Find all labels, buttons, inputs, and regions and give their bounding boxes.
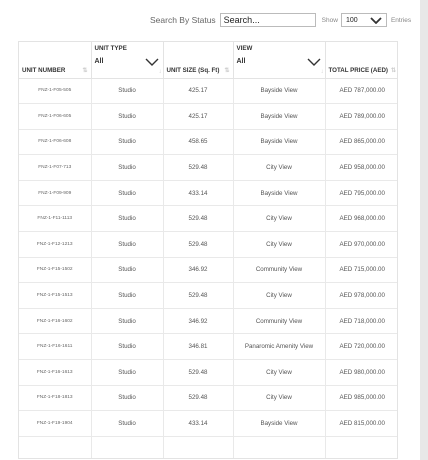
header-unit-number-label: UNIT NUMBER [22,66,66,74]
unit-type-filter-value: All [94,58,104,65]
unit-number-cell: FNZ-1-F12-1213 [19,232,91,258]
unit-type-cell [91,436,163,459]
entries-value: 100 [345,16,358,24]
chevron-down-icon [370,17,382,24]
unit-size-cell: 425.17 [163,104,233,130]
total-price-cell: AED 978,000.00 [325,283,398,309]
scrollbar-track[interactable] [420,0,428,460]
header-unit-number[interactable] [19,42,91,78]
total-price-cell: AED 720,000.00 [325,334,398,360]
unit-type-cell: Studio [91,232,163,258]
unit-number-cell: FNZ-1-F18-1813 [19,385,91,411]
table-row[interactable] [19,334,398,360]
sort-icon: ⇅ [82,67,88,74]
table-row[interactable] [19,385,398,411]
chevron-down-icon [307,58,321,66]
view-cell: City View [233,385,325,411]
view-cell: Bayside View [233,104,325,130]
view-cell: City View [233,283,325,309]
unit-number-cell: FNZ-1-F15-1513 [19,283,91,309]
unit-type-cell: Studio [91,104,163,130]
unit-size-cell [163,436,233,459]
sort-icon[interactable]: ↓ [320,68,324,75]
header-unit-type [91,42,163,78]
unit-size-cell: 529.48 [163,155,233,181]
search-input[interactable] [220,13,316,27]
table-row[interactable] [19,360,398,386]
view-cell: City View [233,155,325,181]
unit-type-cell: Studio [91,360,163,386]
view-cell: Community View [233,257,325,283]
unit-number-cell: FNZ-1-F05-505 [19,78,91,104]
table-row[interactable] [19,257,398,283]
view-filter-select[interactable] [237,55,321,68]
unit-size-cell: 529.48 [163,360,233,386]
unit-number-cell: FNZ-1-F07-713 [19,155,91,181]
unit-size-cell: 458.65 [163,129,233,155]
total-price-cell: AED 789,000.00 [325,104,398,130]
unit-number-cell: FNZ-1-F16-1602 [19,308,91,334]
unit-size-cell: 529.48 [163,206,233,232]
header-total-price-label: TOTAL PRICE (AED) [328,66,388,74]
view-cell: Bayside View [233,78,325,104]
table-row[interactable] [19,180,398,206]
header-unit-type-label: UNIT TYPE [94,45,127,52]
unit-size-cell: 529.48 [163,283,233,309]
total-price-cell: AED 787,000.00 [325,78,398,104]
unit-type-cell: Studio [91,129,163,155]
total-price-cell [325,436,398,459]
table-header-row [19,42,398,78]
unit-size-cell: 346.81 [163,334,233,360]
table-row[interactable] [19,411,398,437]
unit-type-cell: Studio [91,334,163,360]
table-row[interactable] [19,206,398,232]
unit-size-cell: 433.14 [163,411,233,437]
unit-number-cell: FNZ-1-F06-605 [19,104,91,130]
view-cell: Bayside View [233,411,325,437]
header-total-price[interactable] [325,42,398,78]
table-row[interactable] [19,436,398,459]
unit-type-filter-select[interactable] [95,55,159,68]
view-cell: Bayside View [233,129,325,155]
total-price-cell: AED 985,000.00 [325,385,398,411]
unit-type-cell: Studio [91,206,163,232]
unit-size-cell: 529.48 [163,232,233,258]
unit-type-cell: Studio [91,385,163,411]
table-row[interactable] [19,155,398,181]
header-view-label: VIEW [236,45,253,52]
table-row[interactable] [19,308,398,334]
sort-icon[interactable]: ↓ [158,68,162,75]
total-price-cell: AED 980,000.00 [325,360,398,386]
unit-type-cell: Studio [91,308,163,334]
entries-select[interactable] [341,13,387,27]
table-row[interactable] [19,283,398,309]
sort-icon: ⇅ [224,67,230,74]
view-cell: City View [233,232,325,258]
unit-number-cell: FNZ-1-F16-1613 [19,360,91,386]
view-cell: Bayside View [233,180,325,206]
total-price-cell: AED 968,000.00 [325,206,398,232]
view-cell: City View [233,206,325,232]
unit-type-cell: Studio [91,78,163,104]
total-price-cell: AED 795,000.00 [325,180,398,206]
header-unit-size-label: UNIT SIZE (Sq. Ft) [166,66,220,74]
unit-size-cell: 529.48 [163,385,233,411]
view-cell: Community View [233,308,325,334]
unit-type-cell: Studio [91,180,163,206]
entries-label: Entries [390,16,412,24]
unit-number-cell: FNZ-1-F16-1611 [19,334,91,360]
unit-number-cell: FNZ-1-F19-1904 [19,411,91,437]
table-row[interactable] [19,232,398,258]
total-price-cell: AED 865,000.00 [325,129,398,155]
show-label: Show [321,16,338,24]
unit-number-cell: FNZ-1-F15-1502 [19,257,91,283]
chevron-down-icon [145,58,159,66]
units-table [18,41,398,459]
unit-number-cell: FNZ-1-F09-909 [19,180,91,206]
header-view [233,42,325,78]
view-cell [233,436,325,459]
unit-size-cell: 433.14 [163,180,233,206]
total-price-cell: AED 970,000.00 [325,232,398,258]
unit-type-cell: Studio [91,283,163,309]
total-price-cell: AED 718,000.00 [325,308,398,334]
sort-icon: ⇅ [390,67,396,74]
search-by-status-label: Search By Status [150,15,216,25]
header-unit-size[interactable] [163,42,233,78]
unit-number-cell: FNZ-1-F06-608 [19,129,91,155]
table-row[interactable] [19,78,398,104]
view-cell: Panaromic Amenity View [233,334,325,360]
table-controls [150,12,411,28]
total-price-cell: AED 958,000.00 [325,155,398,181]
unit-size-cell: 346.92 [163,308,233,334]
unit-type-cell: Studio [91,411,163,437]
unit-type-cell: Studio [91,257,163,283]
unit-number-cell [19,436,91,459]
total-price-cell: AED 715,000.00 [325,257,398,283]
view-filter-value: All [236,58,246,65]
unit-number-cell: FNZ-1-F11-1113 [19,206,91,232]
table-row[interactable] [19,129,398,155]
total-price-cell: AED 815,000.00 [325,411,398,437]
unit-type-cell: Studio [91,155,163,181]
unit-size-cell: 346.92 [163,257,233,283]
table-row[interactable] [19,104,398,130]
unit-size-cell: 425.17 [163,78,233,104]
view-cell: City View [233,360,325,386]
